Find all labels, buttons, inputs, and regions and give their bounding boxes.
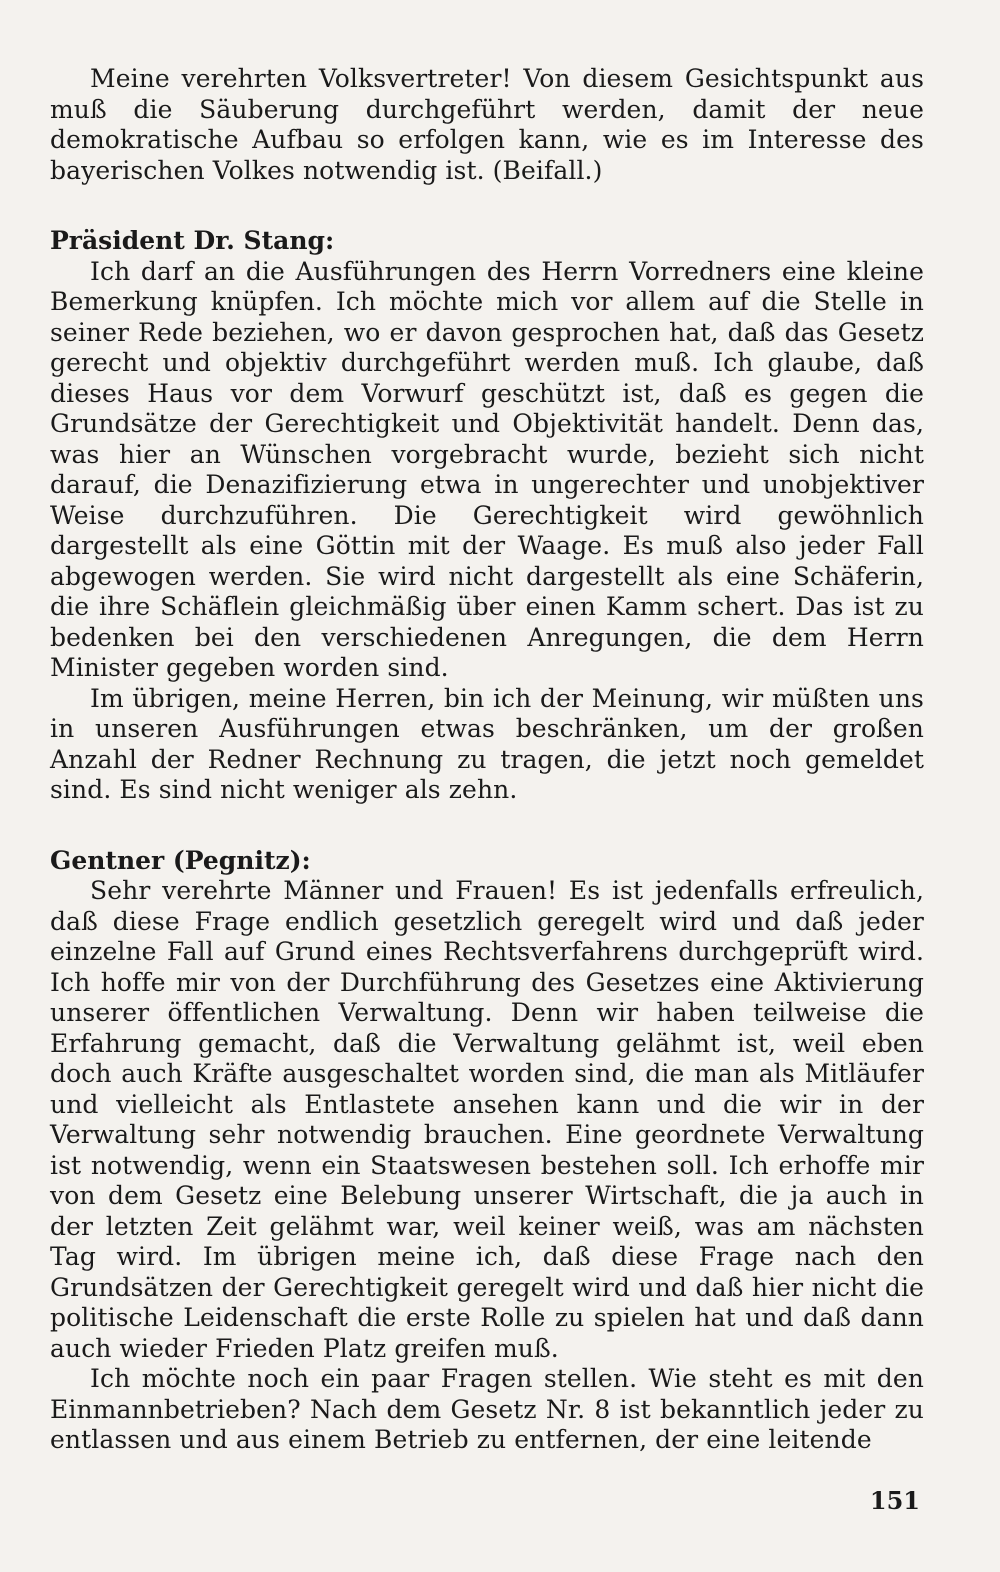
intro-paragraph: Meine verehrten Volksvertreter! Von diesem Gesichtspunkt aus muß die Säuberung durchgeführt werden, damit der neue demokratische Aufbau so erfolgen kann, wie es im Interesse des bayerischen Volkes notwendig ist. (Beifall.): [50, 64, 924, 185]
stang-paragraph-1: Ich darf an die Ausführungen des Herrn Vorredners eine kleine Bemerkung knüpfen. Ich möchte mich vor allem auf die Stelle in seiner Rede beziehen, wo er davon gesprochen hat, daß das Gesetz gerecht und objektiv durchgeführt werden muß. Ich glaube, daß dieses Haus vor dem Vorwurf geschützt ist, daß es gegen die Grundsätze der Gerechtigkeit und Objektivität handelt. Denn das, was hier an Wünschen vorgebracht wurde, bezieht sich nicht darauf, die Denazifizierung etwa in ungerechter und unobjektiver Weise durchzuführen. Die Gerechtigkeit wird gewöhnlich dargestellt als eine Göttin mit der Waage. Es muß also jeder Fall abgewogen werden. Sie wird nicht dargestellt als eine Schäferin, die ihre Schäflein gleichmäßig über einen Kamm schert. Das ist zu bedenken bei den verschiedenen Anregungen, die dem Herrn Minister gegeben worden sind.: [50, 256, 924, 682]
speaker-heading-gentner: Gentner (Pegnitz):: [50, 845, 311, 875]
gentner-paragraph-2: Ich möchte noch ein paar Fragen stellen. Wie steht es mit den Einmannbetrieben? Nach dem Gesetz Nr. 8 ist bekanntlich jeder zu entlassen und aus einem Betrieb zu entfernen, der eine leitende: [50, 1364, 924, 1454]
intro-block: [50, 64, 924, 186]
speaker-heading-stang: Präsident Dr. Stang:: [50, 226, 335, 255]
page-number: 151: [869, 1486, 920, 1515]
gentner-paragraph-1: Sehr verehrte Männer und Frauen! Es ist jedenfalls erfreulich, daß diese Frage endlich gesetzlich geregelt wird und daß jeder einzelne Fall auf Grund eines Rechtsverfahrens durchgeprüft wird. Ich hoffe mir von der Durchführung des Gesetzes eine Aktivierung unserer öffentlichen Verwaltung. Denn wir haben teilweise die Erfahrung gemacht, daß die Verwaltung gelähmt ist, weil eben doch auch Kräfte ausgeschaltet worden sind, die man als Mitläufer und vielleicht als Entlastete ansehen kann und die wir in der Verwaltung sehr notwendig brauchen. Eine geordnete Verwaltung ist notwendig, wenn ein Staatswesen bestehen soll. Ich erhoffe mir von dem Gesetz eine Belebung unserer Wirtschaft, die ja auch in der letzten Zeit gelähmt war, weil keiner weiß, was am nächsten Tag wird. Im übrigen meine ich, daß diese Frage nach den Grundsätzen der Gerechtigkeit geregelt wird und daß hier nicht die politische Leidenschaft die erste Rolle zu spielen hat und daß dann auch wieder Frieden Platz greifen muß.: [50, 876, 924, 1363]
stang-paragraph-2: Im übrigen, meine Herren, bin ich der Meinung, wir müßten uns in unseren Ausführungen etwas beschränken, um der großen Anzahl der Redner Rechnung zu tragen, die jetzt noch gemeldet sind. Es sind nicht weniger als zehn.: [50, 683, 924, 804]
stang-block: [50, 226, 924, 806]
gentner-block: [50, 846, 924, 1456]
